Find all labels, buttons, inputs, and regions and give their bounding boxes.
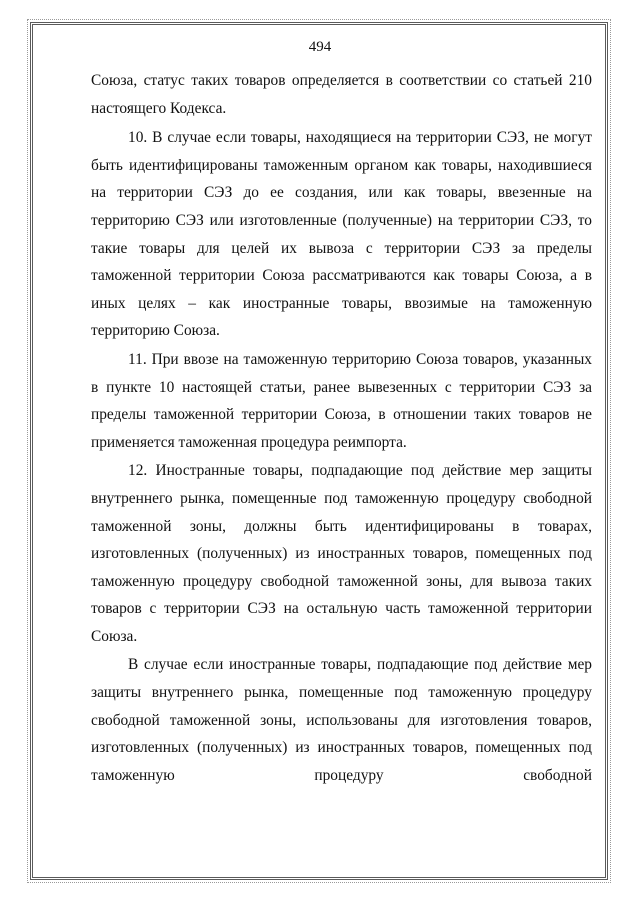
paragraph-item-11: 11. При ввозе на таможенную территорию Союза товаров, указанных в пункте 10 настоящей статьи, ранее вывезенных с территории СЭЗ за пределы таможенной территории Союза, в отношении таких товаров не применяется таможенная процедура реимпорта. xyxy=(91,350,592,451)
paragraph-item-12: 12. Иностранные товары, подпадающие под действие мер защиты внутреннего рынка, помещенные под таможенную процедуру свободной таможенной зоны, должны быть идентифицированы в товарах, изготовленных (полученных) из иностранных товаров, помещенных под таможенную процедуру свободной таможенной зоны, для вывоза таких товаров с территории СЭЗ на остальную часть таможенной территории Союза. xyxy=(91,462,592,645)
paragraph-item-10: 10. В случае если товары, находящиеся на территории СЭЗ, не могут быть идентифицированы таможенным органом как товары, находившиеся на территории СЭЗ до ее создания, или как товары, ввезенные на территорию СЭЗ или изготовленные (полученные) на территории СЭЗ, то такие товары для целей их вывоза с территории СЭЗ за пределы таможенной территории Союза рассматриваются как товары Союза, а в иных целях – как иностранные товары, ввозимые на таможенную территорию Союза. xyxy=(91,129,592,340)
document-body xyxy=(91,67,592,790)
paragraph-item-12-continued: В случае если иностранные товары, подпадающие под действие мер защиты внутреннего рынка, помещенные под таможенную процедуру свободной таможенной зоны, использованы для изготовления товаров, изготовленных (полученных) из иностранных товаров, помещенных под таможенную процедуру свободной xyxy=(91,656,592,784)
page-number: 494 xyxy=(308,39,332,55)
paragraph-continuation: Союза, статус таких товаров определяется в соответствии со статьей 210 настоящего Кодекса. xyxy=(91,72,592,117)
